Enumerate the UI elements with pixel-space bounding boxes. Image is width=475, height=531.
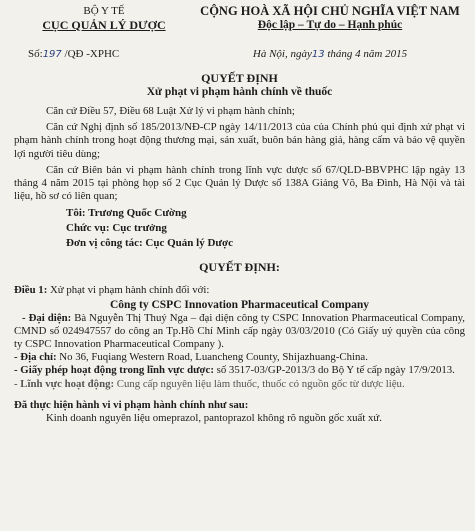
document-header bbox=[14, 4, 465, 60]
basis-paragraph: Căn cứ Nghị định số 185/2013/NĐ-CP ngày 14/11/2013 của của Chính phủ qui định xử phạt vi phạm hành chính trong hoạt động thương mại, sản xuất, buôn bán hàng giả, hàng cấm và bảo vệ quyền lợi người tiêu dùng; bbox=[14, 121, 465, 160]
signer-unit: Đơn vị công tác: Cục Quản lý Dược bbox=[66, 237, 233, 250]
license: - Giấy phép hoạt động trong lĩnh vực dược: số 3517-03/GP-2013/3 do Bộ Y tế cấp ngày 17/9/2013. bbox=[14, 364, 455, 377]
national-motto: Độc lập – Tự do – Hạnh phúc bbox=[257, 19, 403, 31]
signer-position: Chức vụ: Cục trưởng bbox=[66, 222, 167, 235]
signer-block bbox=[14, 206, 465, 250]
handwritten-day: 13 bbox=[311, 49, 325, 60]
document-title: QUYẾT ĐỊNH bbox=[201, 71, 278, 85]
handwritten-number: 197 bbox=[42, 49, 62, 60]
signer-name: Tôi: Trương Quốc Cường bbox=[66, 207, 187, 220]
article-1: Điều 1: Xử phạt vi phạm hành chính đối với: bbox=[14, 284, 210, 297]
basis-paragraph: Căn cứ Biên bản vi phạm hành chính trong lĩnh vực dược số 67/QLD-BBVPHC lập ngày 13 tháng 4 năm 2015 tại phòng họp số 2 Cục Quản lý Dược số 138A Giảng Võ, Ba Đình, Hà Nội và tài liệu, hồ sơ có liên quan; bbox=[14, 163, 465, 203]
company-name: Công ty CSPC Innovation Pharmaceutical Company bbox=[109, 298, 370, 311]
ministry-name: BỘ Y TẾ bbox=[83, 5, 125, 17]
document-number: Số:197 /QĐ -XPHC bbox=[28, 48, 120, 60]
basis-paragraph: Căn cứ Điều 57, Điều 68 Luật Xử lý vi phạm hành chính; bbox=[46, 105, 295, 117]
decision-heading: QUYẾT ĐỊNH: bbox=[199, 260, 280, 275]
national-header bbox=[195, 4, 465, 60]
violation-text: Kinh doanh nguyên liệu omeprazol, pantoprazol không rõ nguồn gốc xuất xứ. bbox=[46, 412, 382, 425]
address: - Địa chỉ: No 36, Fuqiang Western Road, Luancheng County, Shijazhuang-China. bbox=[14, 351, 368, 364]
issue-date: Hà Nội, ngày13 tháng 4 năm 2015 bbox=[252, 48, 408, 60]
representative: - Đại diện: Bà Nguyễn Thị Thuý Nga – đại diện công ty CSPC Innovation Pharmaceutical Company, CMND số 024947557 do công an Tp.Hồ Chí Minh cấp ngày 03/03/2010 (Có Giấy uỷ quyền của công ty CSPC Innovation Pharmaceutical Company ). bbox=[14, 311, 465, 351]
issuer-block bbox=[14, 4, 194, 60]
document-subtitle: Xử phạt vi phạm hành chính về thuốc bbox=[146, 86, 333, 98]
department-name: CỤC QUẢN LÝ DƯỢC bbox=[42, 18, 166, 32]
country-name: CỘNG HOÀ XÃ HỘI CHỦ NGHĨA VIỆT NAM bbox=[200, 4, 460, 18]
violation-heading: Đã thực hiện hành vi vi phạm hành chính như sau: bbox=[14, 398, 249, 411]
legal-bases bbox=[14, 105, 465, 203]
business-field: - Lĩnh vực hoạt động: Cung cấp nguyên liệu làm thuốc, thuốc có nguồn gốc từ dược liệu. bbox=[14, 377, 405, 390]
